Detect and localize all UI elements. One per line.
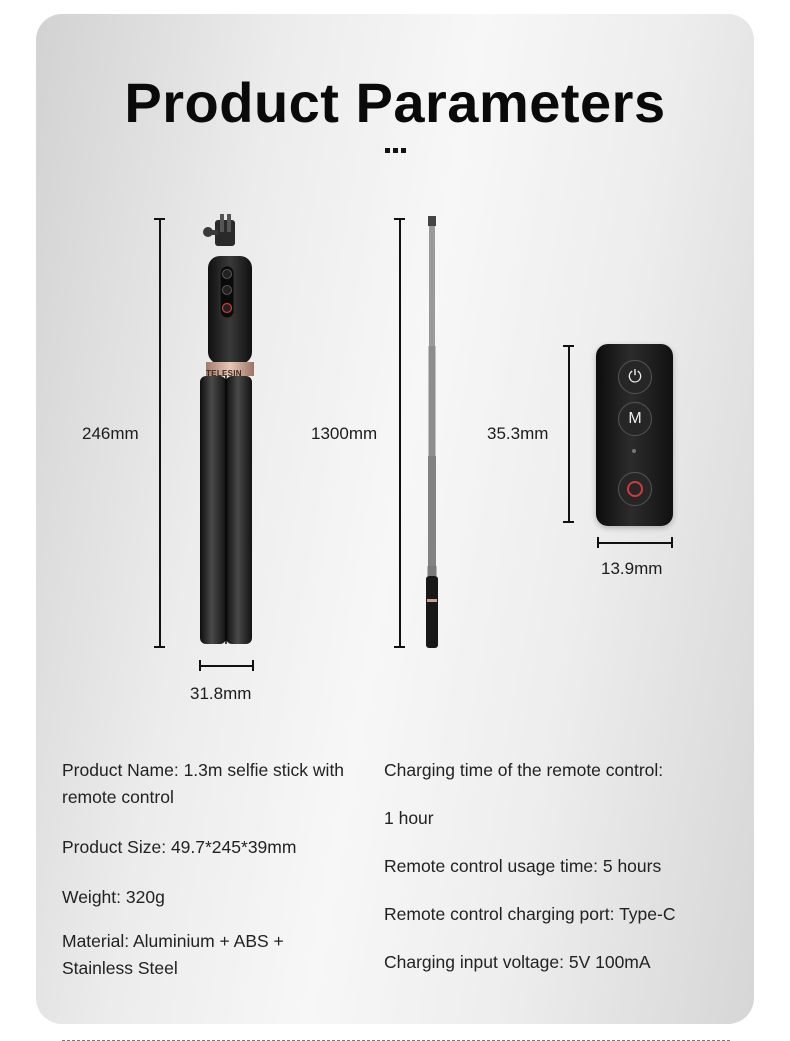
spec-input-voltage: Charging input voltage: 5V 100mA (384, 952, 651, 972)
page-title: Product Parameters (124, 71, 666, 134)
spec-weight: Weight: 320g (62, 887, 165, 907)
remote-height-label: 35.3mm (487, 424, 549, 443)
power-icon: ⏻ (628, 367, 642, 387)
stick-height-tick-bottom (154, 646, 165, 648)
spec-product-name: Product Name: 1.3m selfie stick with remote control (62, 760, 345, 807)
remote-shutter-button (618, 472, 652, 506)
extended-length-label: 1300mm (311, 424, 378, 443)
remote-width-line (597, 542, 673, 544)
remote-height-tick-top (563, 345, 574, 347)
title-dots-decoration (385, 148, 407, 153)
stick-width-tick-right (252, 660, 254, 671)
folded-stick-image (190, 212, 260, 652)
remote-mode-button (618, 402, 652, 436)
shutter-ring-icon (627, 481, 643, 497)
spec-product-size: Product Size: 49.7*245*39mm (62, 837, 297, 857)
spec-material: Material: Aluminium + ABS + Stainless Steel (62, 931, 284, 978)
extended-stick-image (422, 214, 442, 652)
spec-charging-time-value: 1 hour (384, 808, 434, 828)
spec-usage-time: Remote control usage time: 5 hours (384, 856, 662, 876)
stick-height-tick-top (154, 218, 165, 220)
stick-height-label: 246mm (82, 424, 139, 443)
spec-charging-port: Remote control charging port: Type-C (384, 904, 676, 924)
stick-width-label: 31.8mm (190, 684, 252, 703)
extended-length-tick-bottom (394, 646, 405, 648)
mode-button-label: M (628, 410, 642, 427)
stick-width-line (199, 665, 254, 667)
remote-indicator-dot (632, 449, 636, 453)
remote-width-label: 13.9mm (601, 559, 663, 578)
stick-height-line (159, 218, 161, 648)
remote-power-button (618, 360, 652, 394)
remote-height-tick-bottom (563, 521, 574, 523)
remote-height-line (568, 345, 570, 523)
extended-length-line (399, 218, 401, 648)
remote-width-tick-left (597, 537, 599, 548)
brand-label: TELESIN (206, 369, 242, 378)
stick-width-tick-left (199, 660, 201, 671)
remote-width-tick-right (671, 537, 673, 548)
spec-charging-time-label: Charging time of the remote control: (384, 760, 664, 780)
extended-length-tick-top (394, 218, 405, 220)
